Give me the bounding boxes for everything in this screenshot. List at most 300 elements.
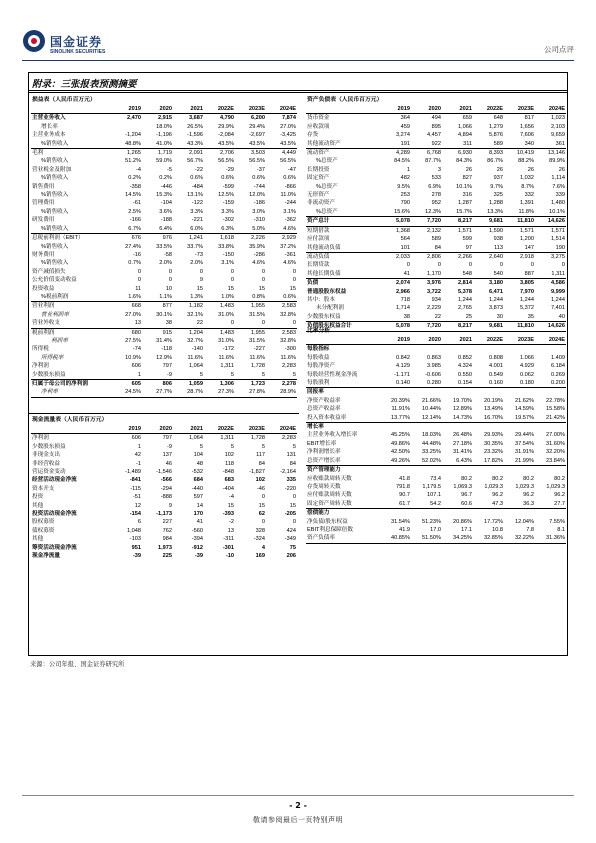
value-cell: 1,480 [551, 200, 565, 207]
value-cell: 887 [504, 270, 535, 279]
value-cell: 668 [131, 303, 141, 310]
page-number: - 2 - [289, 801, 307, 810]
value-cell: 32.8% [280, 311, 296, 318]
value-cell: 1,279 [489, 123, 503, 130]
value-cell: 40 [535, 313, 566, 322]
value-cell: 13.77% [380, 414, 411, 423]
value-cell: 43.5% [266, 140, 297, 149]
value-cell: 7,874 [282, 115, 296, 122]
value-cell: 84.5% [394, 158, 410, 165]
value-cell: 9,659 [551, 132, 565, 139]
value-cell: 0 [168, 268, 172, 275]
value-cell: -220 [284, 485, 296, 492]
disclaimer: 敬请参阅最后一页特别声明 [253, 816, 343, 824]
value-cell: -29 [225, 166, 234, 173]
value-cell: 253 [400, 192, 410, 199]
value-cell: 4,894 [458, 132, 472, 139]
value-cell: -244 [284, 200, 296, 207]
year-header: 2020 [411, 105, 442, 114]
row-label: 营业外收支 [31, 319, 111, 328]
value-cell: 6.7% [111, 225, 142, 234]
value-cell: 6.4% [142, 225, 173, 234]
value-cell: 1,244 [551, 296, 565, 303]
table-row [31, 208, 297, 216]
value-cell: 97 [442, 244, 473, 253]
row-label: 应收款项 [307, 123, 330, 130]
table-row [306, 140, 566, 149]
table-row [31, 251, 297, 259]
value-cell: 9 [199, 277, 203, 284]
table-row [31, 311, 297, 319]
year-header: 2021 [442, 336, 473, 345]
table-row [306, 423, 566, 432]
value-cell: 10.44% [422, 406, 441, 413]
table-row [31, 388, 297, 397]
row-label: 负债 [307, 280, 319, 287]
value-cell: 0 [261, 277, 265, 284]
value-cell [504, 345, 535, 354]
year-header: 2024E [266, 105, 297, 114]
value-cell: 10.1% [535, 208, 566, 217]
value-cell: 424 [286, 527, 296, 534]
table-row [31, 149, 297, 158]
value-cell: 1,571 [458, 227, 472, 234]
row-label: 少数股东损益 [32, 443, 66, 450]
value-cell: 4.129 [396, 363, 410, 370]
value-cell: 5 [235, 371, 266, 380]
value-cell: -166 [129, 217, 141, 224]
ratio-table [306, 336, 566, 544]
row-label: 存货 [307, 132, 319, 139]
value-cell: 4 [261, 544, 265, 551]
value-cell: 31.0% [218, 337, 234, 344]
row-label: 每股净资产 [307, 363, 335, 370]
value-cell: 10,419 [516, 150, 534, 157]
value-cell: 9,999 [551, 288, 565, 295]
row-label: 毛利 [32, 150, 44, 157]
value-cell: 2,918 [520, 253, 534, 260]
value-cell: 14.73% [442, 414, 473, 423]
value-cell: 31.41% [453, 449, 472, 456]
value-cell: 316 [462, 192, 472, 199]
value-cell: 1,618 [220, 235, 234, 242]
value-cell: -46 [256, 485, 265, 492]
row-label: 营业利润率 [41, 311, 69, 318]
value-cell: 191 [380, 140, 411, 149]
value-cell: -394 [191, 536, 203, 543]
value-cell: 1,244 [520, 296, 534, 303]
value-cell: -5 [167, 166, 172, 173]
table-row [306, 226, 566, 235]
cashflow-title: 现金流量表（人民币百万元） [32, 417, 108, 423]
value-cell: 0.852 [458, 354, 472, 361]
table-row [31, 371, 297, 380]
value-cell: -227 [253, 346, 265, 353]
value-cell: 0 [230, 277, 234, 284]
value-cell: 1,059 [189, 381, 203, 387]
value-cell: 20.86% [453, 518, 472, 525]
row-label: 息税前利润（EBIT） [32, 235, 84, 242]
value-cell: 19.70% [453, 397, 472, 404]
value-cell: 1,064 [189, 363, 203, 370]
value-cell: -37 [256, 166, 265, 173]
row-label: 应付账款周转天数 [307, 492, 352, 499]
value-cell: 42 [134, 452, 141, 459]
value-cell: 1,719 [158, 150, 172, 157]
value-cell: 102 [224, 452, 234, 459]
value-cell: 3,274 [396, 132, 410, 139]
table-row [31, 337, 297, 345]
value-cell: 6.0% [173, 225, 204, 234]
value-cell: 9,681 [473, 322, 504, 331]
value-cell: 147 [504, 244, 535, 253]
value-cell: 88.2% [518, 158, 534, 165]
value-cell [411, 423, 442, 432]
value-cell: 1,306 [220, 381, 234, 387]
value-cell: 62 [258, 511, 265, 518]
table-row [31, 285, 297, 293]
value-cell: 1,029.3 [484, 483, 503, 490]
value-cell: 5 [173, 371, 204, 380]
value-cell: 51.23% [422, 518, 441, 525]
value-cell: 680 [131, 329, 141, 336]
value-cell: 41 [196, 519, 203, 526]
table-row [31, 243, 297, 251]
value-cell: 27.0% [280, 123, 296, 130]
value-cell [473, 466, 504, 475]
value-cell: 5 [292, 443, 296, 450]
value-cell: 96.7 [461, 492, 472, 499]
row-label: 债权募资 [32, 527, 55, 534]
row-label: 所得税 [32, 346, 49, 353]
value-cell: -9 [167, 443, 172, 450]
value-cell: 3,805 [520, 280, 534, 287]
value-cell: 2,091 [189, 150, 203, 157]
row-label: 长期贷款 [307, 262, 330, 269]
value-cell: 1,244 [489, 296, 503, 303]
value-cell: 31.54% [391, 518, 410, 525]
value-cell: 1,391 [520, 200, 534, 207]
sinolink-logo-icon [22, 29, 46, 53]
value-cell: 15 [258, 502, 265, 509]
value-cell: 12.89% [453, 406, 472, 413]
value-cell: 15 [289, 285, 296, 292]
value-cell: 13 [111, 319, 142, 328]
value-cell: 87.7% [425, 158, 441, 165]
value-cell: 12.9% [156, 354, 172, 361]
value-cell: 14,626 [535, 217, 566, 226]
value-cell: 22 [411, 313, 442, 322]
value-cell: -122 [191, 200, 203, 207]
value-cell: 4,586 [551, 280, 565, 287]
year-header: 2023E [235, 105, 266, 114]
value-cell: 41.8 [399, 475, 410, 482]
row-label: 每股股利 [306, 379, 380, 388]
value-cell: 2,278 [282, 381, 296, 387]
value-cell: 84 [289, 460, 296, 467]
value-cell: 20.19% [484, 397, 503, 404]
value-cell: 80.2 [554, 475, 565, 482]
row-label: 增长率 [41, 123, 58, 130]
value-cell: -1,196 [156, 132, 172, 139]
value-cell: 56.5% [249, 158, 265, 165]
table-row [306, 208, 566, 217]
value-cell: 225 [162, 553, 172, 560]
value-cell: 7.55% [549, 518, 565, 525]
year-header: 2019 [111, 105, 142, 114]
value-cell: 21.99% [504, 457, 535, 466]
value-cell: 1.3% [173, 293, 204, 302]
value-cell: 6.3% [204, 225, 235, 234]
table-row [31, 476, 297, 484]
value-cell: 0.269 [551, 371, 565, 378]
value-cell: 494 [431, 115, 441, 122]
value-cell: 9 [168, 502, 172, 509]
row-label: 经营活动现金净流 [32, 477, 77, 484]
value-cell: -310 [253, 217, 265, 224]
value-cell [442, 388, 473, 397]
value-cell: 32.1% [187, 311, 203, 318]
value-cell: 4.6% [252, 260, 265, 267]
value-cell: 33.7% [187, 243, 203, 250]
row-label: 投资收益 [32, 285, 55, 292]
value-cell: 5 [199, 443, 203, 450]
value-cell: 118 [225, 460, 234, 467]
value-cell: -0.606 [425, 371, 441, 378]
row-label: 净资产收益率 [307, 397, 341, 404]
value-cell: 4,289 [396, 150, 410, 157]
value-cell: 0.7% [128, 260, 141, 267]
title-divider [29, 90, 567, 91]
table-row [306, 397, 566, 405]
value-cell: 12 [134, 502, 141, 509]
table-row [306, 483, 566, 491]
value-cell: 1,114 [551, 175, 565, 182]
value-cell: 0.6% [252, 175, 265, 182]
value-cell: -118 [161, 346, 172, 353]
value-cell: 718 [400, 296, 410, 303]
table-row [306, 166, 566, 174]
value-cell: 0.280 [411, 379, 442, 388]
value-cell: 0 [261, 494, 265, 501]
value-cell: 1,244 [458, 296, 472, 303]
value-cell: 30 [473, 313, 504, 322]
value-cell: 1 [137, 443, 141, 450]
value-cell: 1,656 [520, 123, 534, 130]
value-cell: 361 [535, 140, 566, 149]
row-label: 公允价值变动收益 [32, 277, 77, 284]
value-cell: 206 [286, 553, 296, 560]
row-label: 净利率 [31, 388, 111, 397]
table-row [31, 328, 297, 337]
value-cell: 0.6% [266, 293, 297, 302]
value-cell: 24.5% [111, 388, 142, 397]
value-cell: 23.32% [484, 449, 503, 456]
year-header: 2020 [411, 336, 442, 345]
value-cell: 16.70% [473, 414, 504, 423]
value-cell: -140 [191, 346, 203, 353]
table-row [306, 149, 566, 158]
value-cell [442, 423, 473, 432]
row-label: 其他 [32, 536, 44, 543]
table-row [31, 114, 297, 123]
table-row [306, 174, 566, 182]
value-cell [411, 388, 442, 397]
row-label: 少数股东权益 [306, 313, 380, 322]
value-cell: 12.04% [515, 518, 534, 525]
row-label: 其他长期负债 [306, 270, 380, 279]
value-cell: 1.6% [111, 293, 142, 302]
value-cell: 0.863 [427, 354, 441, 361]
value-cell: 34.25% [442, 534, 473, 543]
value-cell: 7,970 [520, 288, 534, 295]
value-cell: 1,483 [220, 329, 234, 336]
table-row [31, 225, 297, 234]
value-cell: -286 [253, 251, 265, 258]
value-cell: 21.42% [535, 414, 566, 423]
year-header: 2021 [173, 425, 204, 434]
value-cell: 32.7% [187, 337, 203, 344]
value-cell: 90.7 [399, 492, 410, 499]
value-cell: 11 [135, 285, 141, 292]
value-cell: 328 [255, 527, 265, 534]
value-cell: 311 [442, 140, 473, 149]
value-cell: -2,164 [280, 469, 296, 476]
value-cell: -484 [191, 183, 203, 190]
table-header-row [31, 425, 297, 434]
value-cell: -349 [284, 536, 296, 543]
value-cell: 33.8% [218, 243, 234, 250]
value-cell: -150 [222, 251, 234, 258]
year-header: 2019 [111, 425, 142, 434]
value-cell: 364 [400, 115, 410, 122]
value-cell: 27.5% [125, 337, 141, 344]
value-cell: 11,810 [504, 217, 535, 226]
value-cell: 15 [227, 502, 234, 509]
value-cell: 1.409 [551, 354, 565, 361]
value-cell: -2,697 [249, 132, 265, 139]
value-cell: 137 [162, 452, 172, 459]
table-row [306, 354, 566, 362]
table-row [306, 217, 566, 226]
value-cell: 3,722 [427, 288, 441, 295]
value-cell: 86.7% [487, 158, 503, 165]
row-label: 非流动资产 [307, 200, 335, 207]
value-cell: 104 [193, 452, 203, 459]
value-cell: 4,790 [220, 115, 234, 122]
value-cell: 41.9 [399, 526, 410, 533]
value-cell: 31.5% [249, 311, 265, 318]
table-row [31, 123, 297, 131]
value-cell: 6,200 [251, 115, 265, 122]
table-row [31, 345, 297, 353]
table-row [306, 345, 566, 354]
value-cell: -848 [222, 469, 234, 476]
table-row [31, 268, 297, 276]
value-cell: 31.36% [535, 534, 566, 543]
value-cell: 190 [535, 244, 566, 253]
value-cell: 43.5% [235, 140, 266, 149]
value-cell: 0 [235, 319, 266, 328]
row-label: 应收账款周转天数 [307, 475, 352, 482]
row-label: 净利润增长率 [307, 449, 341, 456]
value-cell: -51 [132, 494, 141, 501]
value-cell: 49.26% [380, 457, 411, 466]
row-label: 资产管理能力 [307, 467, 341, 474]
table-row [306, 114, 566, 123]
table-row [306, 313, 566, 322]
value-cell: 1.1% [142, 293, 173, 302]
value-cell: 1,066 [458, 123, 472, 130]
value-cell: 22.78% [546, 397, 565, 404]
table-row [306, 379, 566, 388]
value-cell: 683 [224, 477, 234, 484]
value-cell: 36.3 [504, 500, 535, 509]
value-cell: -61 [132, 200, 141, 207]
value-cell: -404 [222, 485, 234, 492]
table-row [306, 431, 566, 439]
value-cell: -39 [132, 553, 141, 560]
value-cell: 2,103 [551, 123, 565, 130]
value-cell: 3.1% [221, 260, 234, 267]
value-cell: 169 [255, 553, 265, 560]
value-cell: -311 [223, 536, 234, 543]
value-cell: -1,489 [125, 469, 141, 476]
row-label: 投资 [32, 494, 44, 501]
value-cell: 0 [292, 519, 296, 526]
value-cell: 131 [286, 452, 296, 459]
table-row [31, 544, 297, 552]
value-cell: 8,217 [442, 217, 473, 226]
value-cell: 10 [165, 285, 172, 292]
value-cell: 0 [137, 268, 141, 275]
value-cell: 1,064 [189, 435, 203, 442]
value-cell: 1,368 [396, 227, 410, 234]
table-row [31, 451, 297, 459]
row-label: 长期投资 [307, 166, 330, 173]
row-label: 回报率 [307, 389, 324, 396]
value-cell: 7.8 [526, 526, 534, 533]
value-cell: 340 [504, 140, 535, 149]
value-cell: 6,930 [458, 150, 472, 157]
value-cell: 1,069.3 [453, 483, 472, 490]
value-cell: -440 [191, 485, 203, 492]
row-label: %销售收入 [41, 208, 69, 215]
value-cell: 32.85% [473, 534, 504, 543]
value-cell: 47.3 [473, 500, 504, 509]
value-cell: -4 [229, 494, 234, 501]
brand-logo [22, 27, 142, 63]
value-cell: -221 [191, 217, 203, 224]
value-cell: -300 [284, 346, 296, 353]
row-label: 营运资金变动 [32, 469, 66, 476]
value-cell: 1,728 [251, 363, 265, 370]
value-cell: 11.6% [187, 354, 203, 361]
value-cell: 26.5% [187, 123, 203, 130]
table-row [306, 304, 566, 312]
value-cell: 0.160 [473, 379, 504, 388]
table-row [306, 526, 566, 534]
value-cell: 1,204 [189, 329, 203, 336]
value-cell: 806 [162, 381, 172, 387]
value-cell: 0.6% [283, 175, 296, 182]
value-cell: 31.91% [515, 449, 534, 456]
value-cell: 7,720 [411, 217, 442, 226]
value-cell: 9,681 [473, 217, 504, 226]
value-cell: 41 [380, 270, 411, 279]
value-cell: 26 [496, 166, 503, 173]
value-cell: 790 [400, 200, 410, 207]
